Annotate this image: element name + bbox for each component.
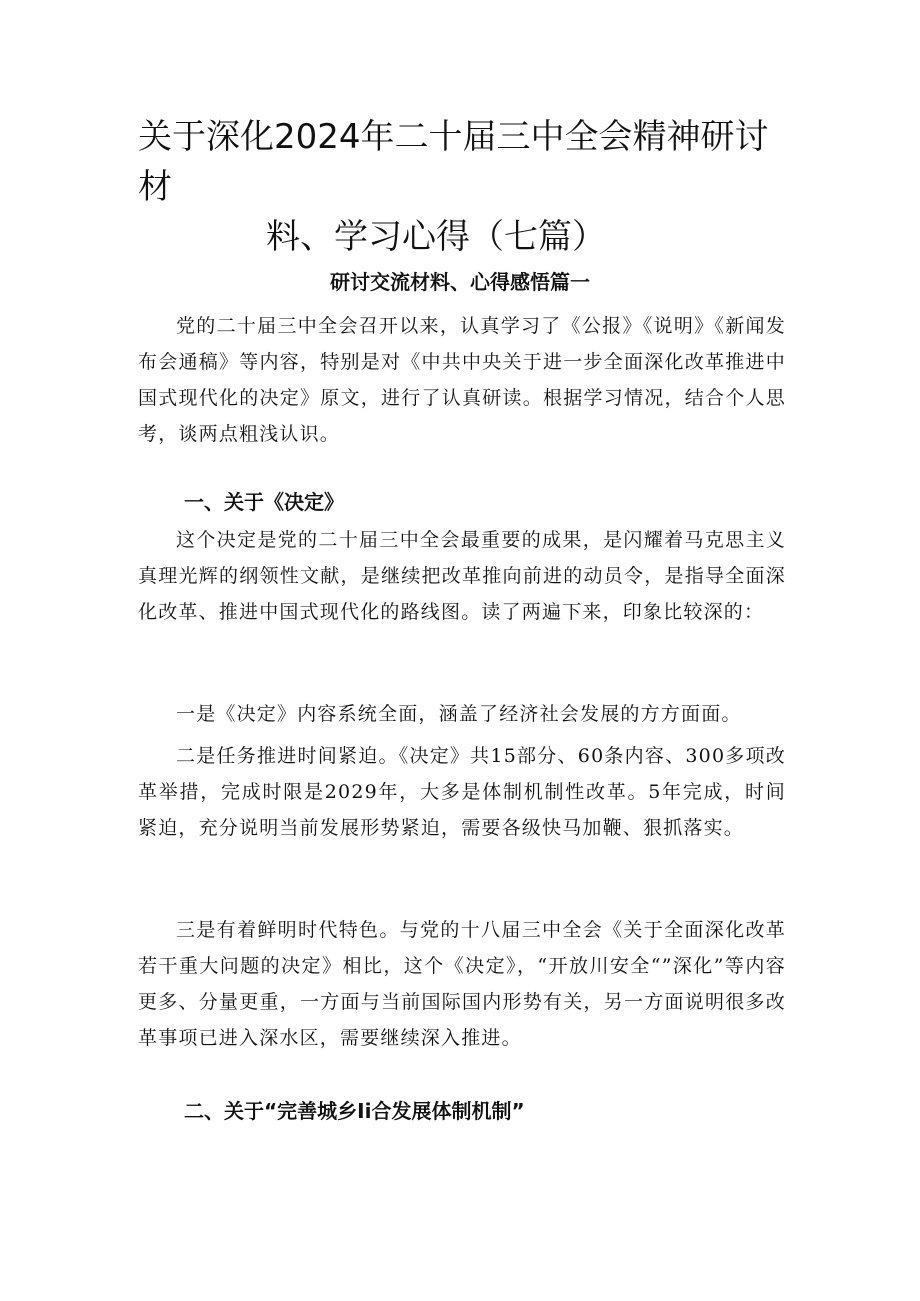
paragraph-point-1: 一是《决定》内容系统全面，涵盖了经济社会发展的方方面面。 bbox=[176, 703, 742, 725]
paragraph-intro: 党的二十届三中全会召开以来，认真学习了《公报》《说明》《新闻发布会通稿》等内容，特别是对《中共中央关于进一步全面深化改革推进中国式现代化的决定》原文，进行了认真研读。根据学习情况，结合个人思考，谈两点粗浅认识。 bbox=[138, 315, 786, 445]
title-line-2: 料、学习心得（七篇） bbox=[266, 217, 606, 257]
paragraph-point-2: 二是任务推进时间紧迫。《决定》共15部分、60条内容、300多项改革举措，完成时限是2029年，大多是体制机制性改革。5年完成，时间紧迫，充分说明当前发展形势紧迫，需要各级快马加鞭、狠抓落实。 bbox=[138, 745, 786, 839]
paragraph-point-3: 三是有着鲜明时代特色。与党的十八届三中全会《关于全面深化改革若干重大问题的决定》相比，这个《决定》，“开放川安全“”深化”等内容更多、分量更重，一方面与当前国际国内形势有关，另一方面说明很多改革事项已进入深水区，需要继续深入推进。 bbox=[138, 919, 786, 1049]
paragraph-decision: 这个决定是党的二十届三中全会最重要的成果，是闪耀着马克思主义真理光辉的纲领性文献，是继续把改革推向前进的动员令，是指导全面深化改革、推进中国式现代化的路线图。读了两遍下来，印象比较深的： bbox=[138, 529, 786, 623]
heading-section-1: 一、关于《决定》 bbox=[184, 490, 344, 514]
document-title bbox=[138, 112, 798, 262]
section-subtitle: 研讨交流材料、心得感悟篇一 bbox=[330, 270, 590, 294]
title-line-1: 关于深化2024年二十届三中全会精神研讨材 bbox=[138, 117, 769, 207]
heading-section-2: 二、关于“完善城乡Ii合发展体制机制” bbox=[184, 1099, 525, 1123]
